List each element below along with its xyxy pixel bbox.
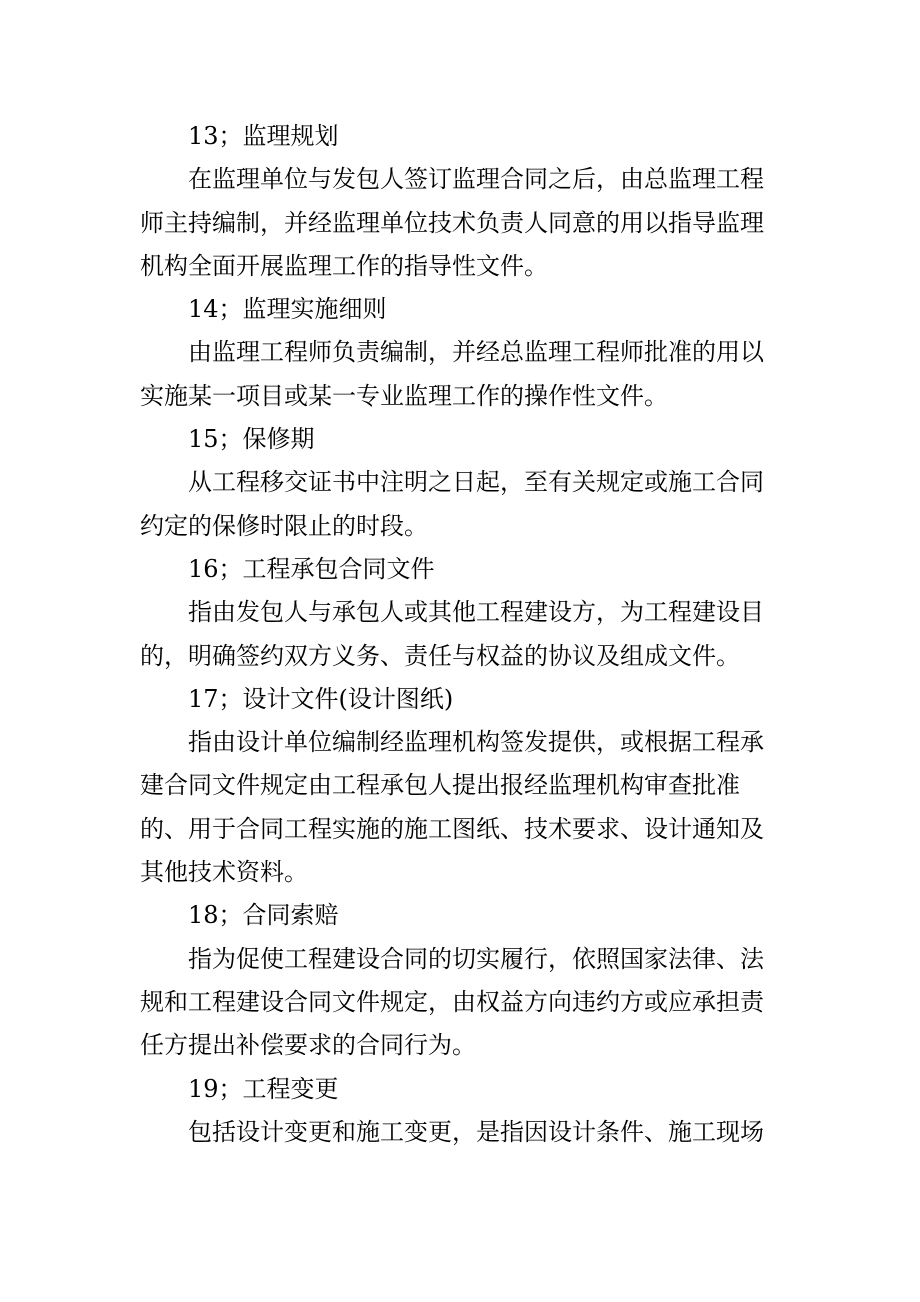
section-body-line: 实施某一项目或某一专业监理工作的操作性文件。 xyxy=(140,381,668,410)
section-heading-16: 16；工程承包合同文件 xyxy=(188,554,435,583)
section-body-line: 的、用于合同工程实施的施工图纸、技术要求、设计通知及 xyxy=(140,814,764,843)
section-body-line: 的，明确签约双方义务、责任与权益的协议及组成文件。 xyxy=(140,641,740,670)
section-body-line: 建合同文件规定由工程承包人提出报经监理机构审查批准 xyxy=(140,771,740,800)
section-body-line: 指由发包人与承包人或其他工程建设方，为工程建设目 xyxy=(188,598,764,627)
section-heading-15: 15；保修期 xyxy=(188,425,315,454)
section-body-line: 机构全面开展监理工作的指导性文件。 xyxy=(140,251,548,280)
section-body-line: 任方提出补偿要求的合同行为。 xyxy=(140,1031,476,1060)
section-body-line: 指为促使工程建设合同的切实履行，依照国家法律、法 xyxy=(188,944,764,973)
section-body-line: 由监理工程师负责编制，并经总监理工程师批准的用以 xyxy=(188,338,764,367)
section-heading-18: 18；合同索赔 xyxy=(188,901,339,930)
section-body-line: 约定的保修时限止的时段。 xyxy=(140,511,428,540)
section-heading-17: 17；设计文件(设计图纸) xyxy=(188,684,454,713)
section-heading-19: 19；工程变更 xyxy=(188,1074,339,1103)
document-content xyxy=(140,115,790,1154)
section-body-line: 其他技术资料。 xyxy=(140,858,308,887)
section-body-line: 包括设计变更和施工变更，是指因设计条件、施工现场 xyxy=(188,1117,764,1146)
section-body-line: 在监理单位与发包人签订监理合同之后，由总监理工程 xyxy=(188,165,764,194)
section-body-line: 指由设计单位编制经监理机构签发提供，或根据工程承 xyxy=(188,728,764,757)
section-heading-13: 13；监理规划 xyxy=(188,122,339,150)
section-body-line: 师主持编制，并经监理单位技术负责人同意的用以指导监理 xyxy=(140,208,764,237)
section-body-line: 从工程移交证书中注明之日起，至有关规定或施工合同 xyxy=(188,468,764,497)
section-body-line: 规和工程建设合同文件规定，由权益方向违约方或应承担责 xyxy=(140,987,764,1016)
section-heading-14: 14；监理实施细则 xyxy=(188,295,387,324)
